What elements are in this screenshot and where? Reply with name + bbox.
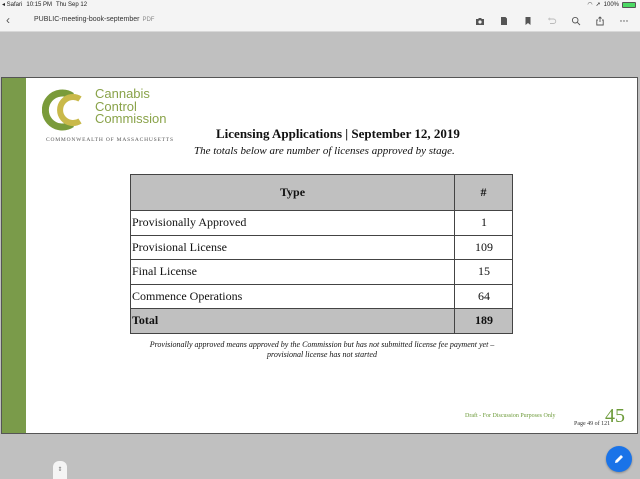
bookmark-icon[interactable]	[516, 14, 540, 28]
battery-icon	[622, 2, 636, 8]
row-type: Final License	[131, 260, 455, 285]
table-row	[131, 284, 513, 309]
green-sidebar-stripe	[2, 78, 26, 433]
logo-mark-icon	[42, 86, 94, 134]
row-count: 64	[455, 284, 513, 309]
table-total-row	[131, 309, 513, 334]
logo-line-3: Commission	[95, 111, 167, 126]
pencil-icon	[613, 453, 625, 465]
back-button[interactable]: ‹	[6, 13, 10, 27]
battery-fill	[623, 3, 635, 7]
table-header-row	[131, 175, 513, 211]
row-type: Provisional License	[131, 235, 455, 260]
logo-subtitle: COMMONWEALTH OF MASSACHUSETTS	[46, 137, 174, 143]
toolbar	[468, 14, 636, 28]
row-count: 15	[455, 260, 513, 285]
search-icon[interactable]	[564, 14, 588, 28]
document-icon[interactable]	[492, 14, 516, 28]
undo-icon[interactable]	[540, 14, 564, 28]
row-count: 1	[455, 211, 513, 236]
row-count: 109	[455, 235, 513, 260]
footnote: Provisionally approved means approved by the Commission but has not submitted license fee payment yet – provisional license has not started	[149, 340, 495, 359]
wifi-icon: ◠	[587, 2, 593, 8]
table-row	[131, 260, 513, 285]
status-time: 10:15 PM	[26, 1, 53, 8]
draft-notice: Draft - For Discussion Purposes Only	[465, 413, 556, 419]
document-name: PUBLIC-meeting-book-september	[34, 16, 140, 23]
camera-icon[interactable]	[468, 14, 492, 28]
more-icon[interactable]	[612, 14, 636, 28]
total-label: Total	[131, 309, 455, 334]
logo-wordmark	[95, 88, 167, 126]
table-row	[131, 211, 513, 236]
status-date: Thu Sep 12	[56, 1, 88, 8]
table-row	[131, 235, 513, 260]
total-count: 189	[455, 309, 513, 334]
document-type: PDF	[142, 17, 155, 23]
document-title	[34, 16, 154, 23]
edit-button[interactable]	[606, 446, 632, 472]
share-icon[interactable]	[588, 14, 612, 28]
licensing-table	[130, 174, 513, 334]
location-icon: ➚	[595, 2, 601, 8]
slide-number: 45	[605, 405, 625, 427]
cannabis-control-commission-logo	[42, 86, 192, 146]
back-to-app-link[interactable]: ◂ Safari	[2, 2, 23, 8]
battery-percent: 100%	[603, 1, 619, 8]
column-header-count: #	[455, 175, 513, 211]
nav-bar	[0, 11, 640, 32]
row-type: Commence Operations	[131, 284, 455, 309]
status-bar	[0, 0, 640, 11]
page-subtitle: The totals below are number of licenses approved by stage.	[194, 145, 455, 157]
page-title: Licensing Applications | September 12, 2019	[216, 126, 460, 141]
row-type: Provisionally Approved	[131, 211, 455, 236]
logo-line-1: Cannabis	[95, 86, 150, 101]
page-number: Page 49 of 121	[574, 421, 611, 427]
column-header-type: Type	[131, 175, 455, 211]
logo-line-2: Control	[95, 98, 137, 114]
page-scroll-handle[interactable]: ⇕	[53, 461, 67, 479]
pdf-page[interactable]	[1, 77, 638, 434]
